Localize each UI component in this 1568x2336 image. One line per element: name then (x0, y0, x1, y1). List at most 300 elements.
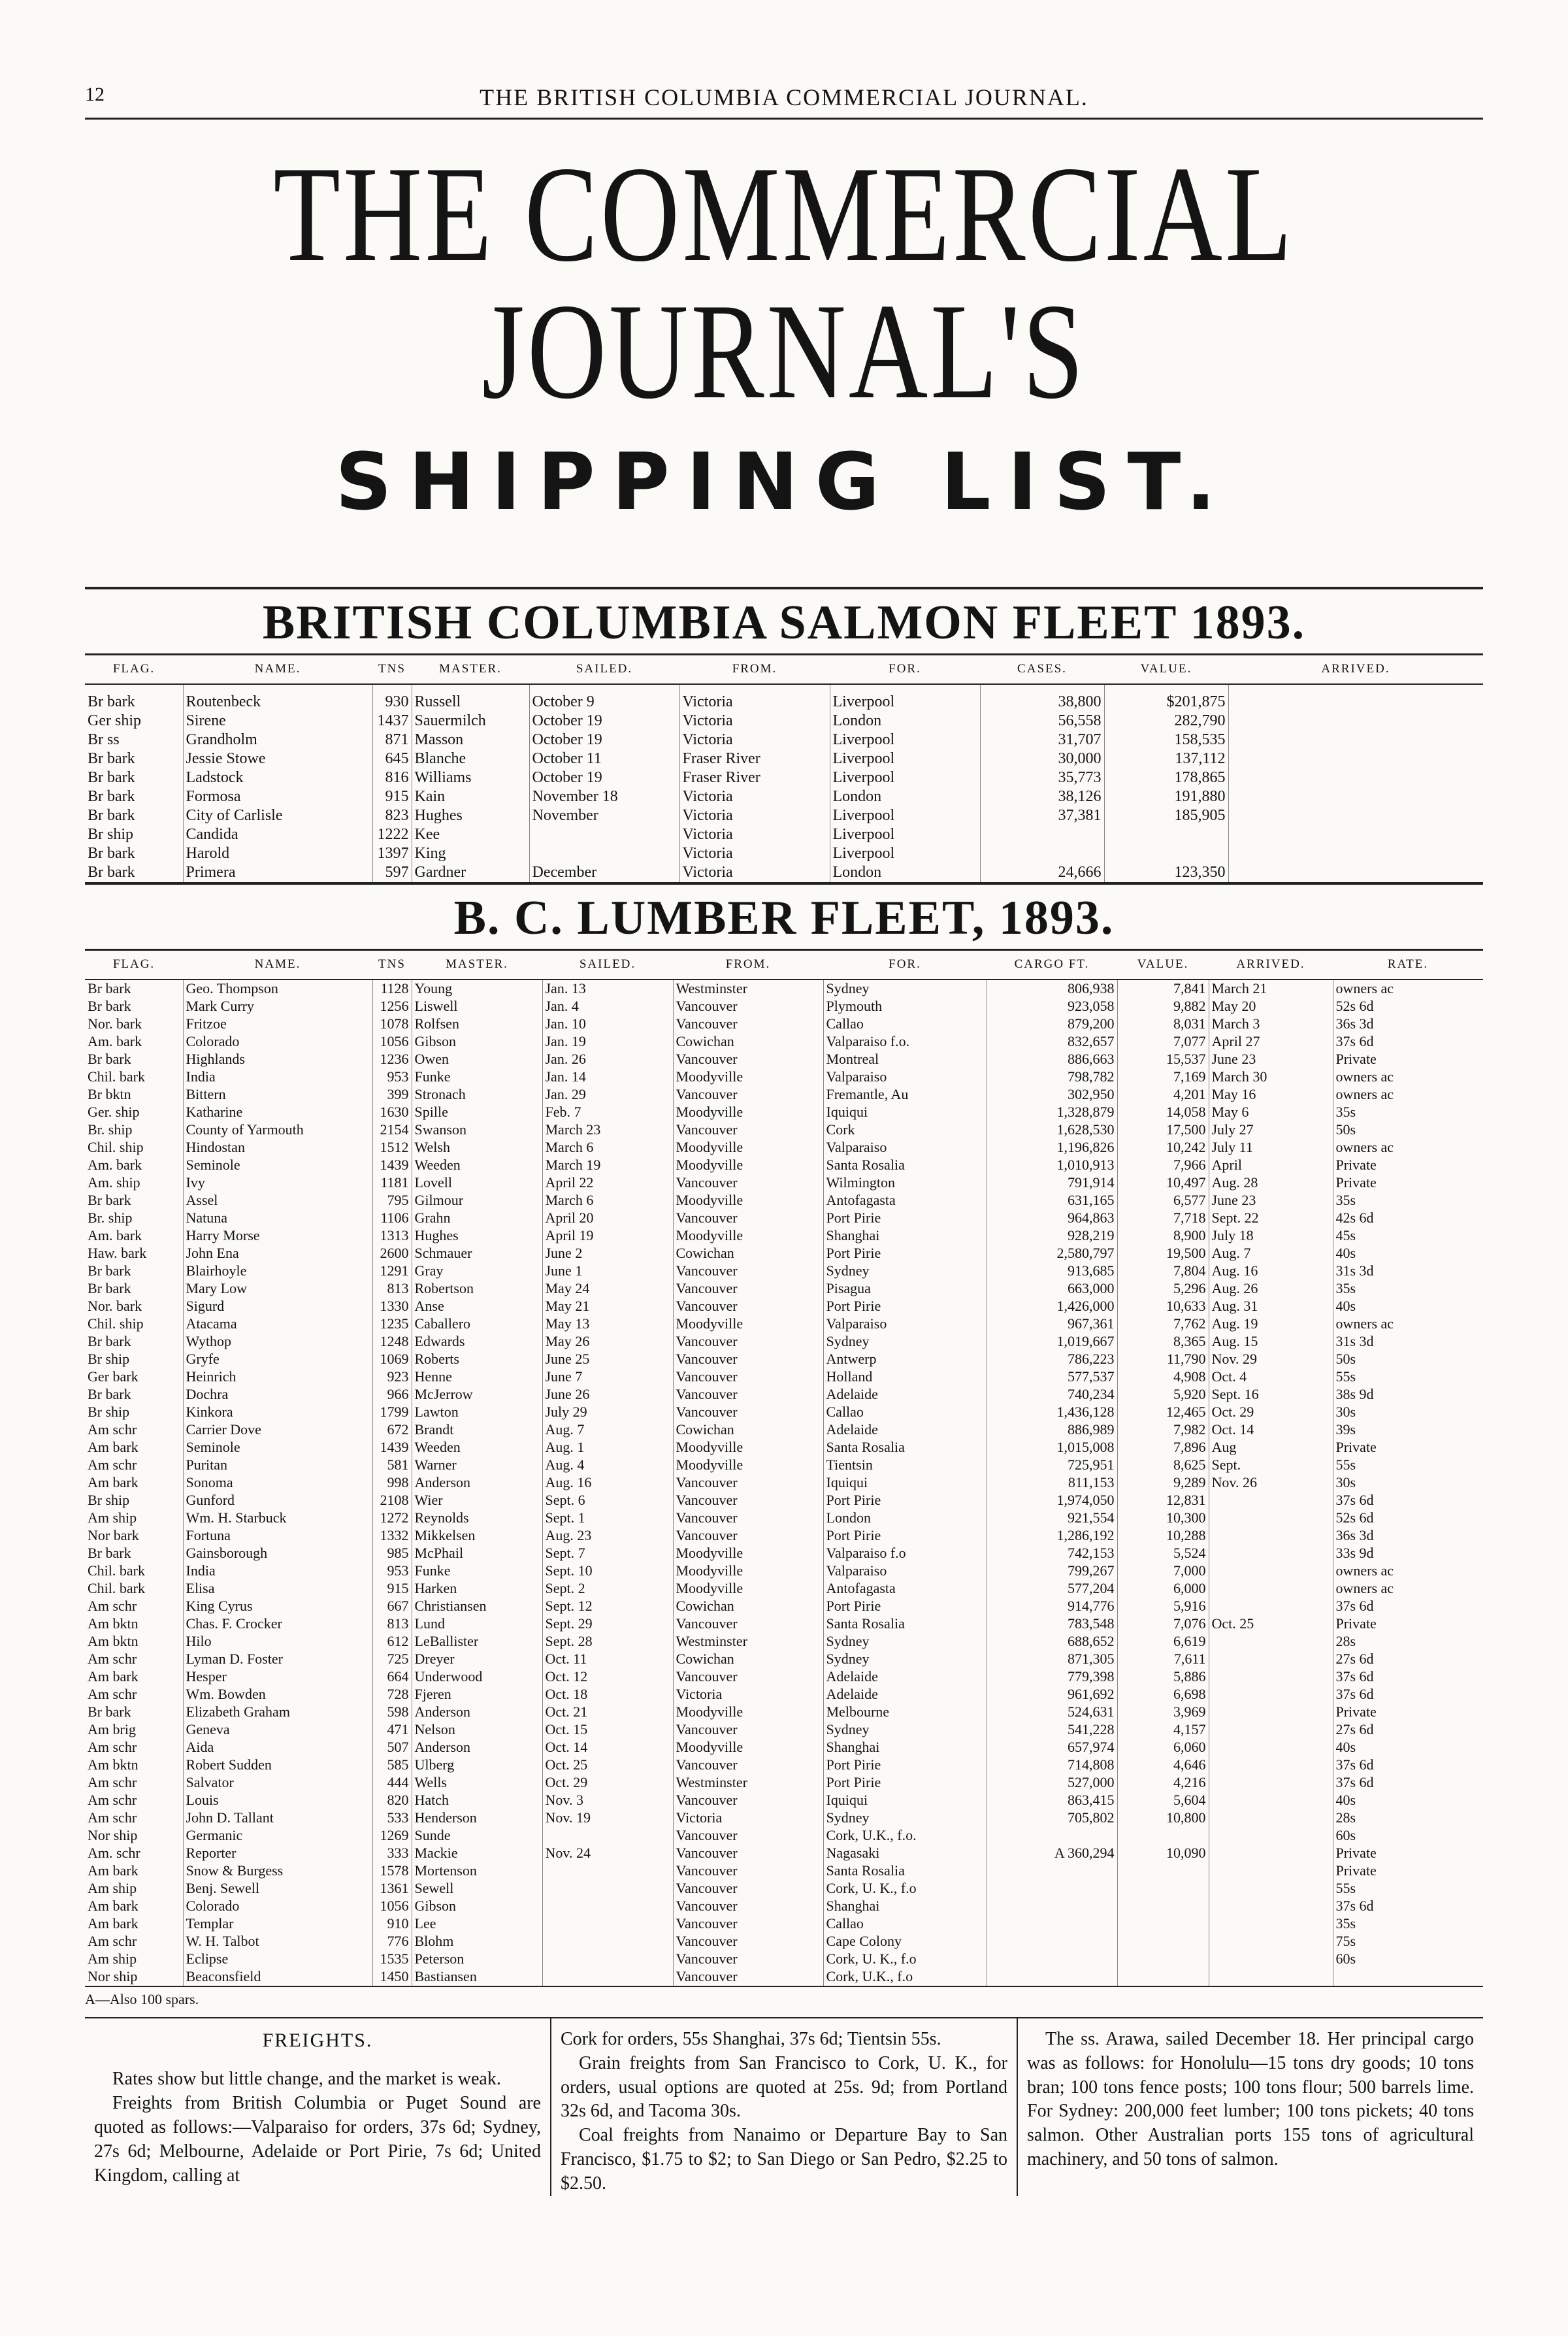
table-cell: 799,267 (987, 1562, 1117, 1580)
table-cell: 60s (1333, 1827, 1483, 1845)
table-row (85, 1015, 1483, 1033)
table-cell: W. H. Talbot (183, 1933, 372, 1950)
table-cell: Victoria (679, 825, 830, 844)
table-row (85, 1703, 1483, 1721)
table-cell: Cork, U.K., f.o (823, 1968, 987, 1986)
table-cell: 6,000 (1117, 1580, 1209, 1598)
table-cell: 1361 (372, 1880, 412, 1898)
table-cell: Sydney (823, 1633, 987, 1651)
table-row (85, 1756, 1483, 1774)
freights-paragraph: Cork for orders, 55s Shanghai, 37s 6d; Tientsin 55s. (561, 2028, 941, 2049)
table-cell: March 23 (542, 1121, 673, 1139)
table-cell: 795 (372, 1192, 412, 1209)
table-cell: 1439 (372, 1439, 412, 1456)
table-cell: London (830, 863, 980, 882)
table-cell: Natuna (183, 1209, 372, 1227)
table-cell: Br bark (88, 693, 135, 710)
table-cell: 921,554 (987, 1509, 1117, 1527)
table-cell: 585 (372, 1756, 412, 1774)
table-cell: Nor ship (88, 1967, 138, 1984)
table-cell: Sept. 22 (1209, 1209, 1333, 1227)
freights-paragraph: Grain freights from San Francisco to Cork, U. K., for orders, usual options are quoted at 25s. 9d; from Portland 32s 6d, and Tacoma 30s. (561, 2052, 1007, 2122)
table-cell: Br bark (88, 1262, 131, 1279)
table-cell: Liverpool (830, 731, 980, 749)
table-cell: April 19 (542, 1227, 673, 1245)
table-cell (1117, 1915, 1209, 1933)
table-cell: Vancouver (673, 1950, 823, 1968)
table-row (85, 1933, 1483, 1950)
table-cell: 966 (372, 1386, 412, 1404)
table-row (85, 1298, 1483, 1315)
table-row (85, 1368, 1483, 1386)
table-cell: 30s (1333, 1404, 1483, 1421)
table-cell: Am schr (88, 1421, 137, 1438)
table-cell: Oct. 14 (1209, 1421, 1333, 1439)
table-cell: Ulberg (412, 1756, 542, 1774)
table-cell: Mark Curry (183, 998, 372, 1015)
table-cell: Vancouver (673, 1333, 823, 1351)
table-cell: Am ship (88, 1879, 137, 1896)
table-cell (1333, 1968, 1483, 1986)
table-cell: 50s (1333, 1121, 1483, 1139)
table-cell: Nagasaki (823, 1845, 987, 1862)
table-cell: Aug. 16 (1209, 1262, 1333, 1280)
table-cell: Port Pirie (823, 1774, 987, 1792)
table-cell (980, 844, 1104, 863)
table-cell: Gainsborough (183, 1545, 372, 1562)
table-cell: Moodyville (673, 1439, 823, 1456)
table-cell: 786,223 (987, 1351, 1117, 1368)
table-cell: 863,415 (987, 1792, 1117, 1809)
table-cell: 2600 (372, 1245, 412, 1262)
table-cell: Fjeren (412, 1686, 542, 1703)
table-cell: 31,707 (980, 731, 1104, 749)
table-row (85, 1262, 1483, 1280)
table-cell: Sirene (183, 712, 372, 731)
table-cell: Callao (823, 1015, 987, 1033)
table-cell: owners ac (1333, 1086, 1483, 1104)
table-cell: Oct. 29 (542, 1774, 673, 1792)
table-cell: 35s (1333, 1104, 1483, 1121)
table-cell: 333 (372, 1845, 412, 1862)
table-row (85, 1721, 1483, 1739)
table-row (85, 1439, 1483, 1456)
table-cell: 1313 (372, 1227, 412, 1245)
table-cell: 688,652 (987, 1633, 1117, 1651)
shipping-list-title: SHIPPING LIST. (335, 437, 1233, 528)
lumber-footnote: A—Also 100 spars. (85, 1986, 1483, 2015)
table-cell: 1,286,192 (987, 1527, 1117, 1545)
table-cell: 37s 6d (1333, 1898, 1483, 1915)
table-cell: Brandt (412, 1421, 542, 1439)
table-cell: Fortuna (183, 1527, 372, 1545)
table-row (85, 1139, 1483, 1157)
table-cell (1209, 1845, 1333, 1862)
table-cell: Liverpool (830, 749, 980, 768)
table-cell: Private (1333, 1174, 1483, 1192)
table-row (85, 1915, 1483, 1933)
table-cell: Beaconsfield (183, 1968, 372, 1986)
table-cell: Vancouver (673, 1792, 823, 1809)
table-cell: 1512 (372, 1139, 412, 1157)
table-row (85, 1862, 1483, 1880)
table-cell: Owen (412, 1051, 542, 1068)
table-cell: 985 (372, 1545, 412, 1562)
table-cell: 577,537 (987, 1368, 1117, 1386)
table-cell: Am bark (88, 1438, 139, 1455)
table-cell: Lovell (412, 1174, 542, 1192)
table-cell: Valparaiso f.o. (823, 1033, 987, 1051)
table-cell: July 11 (1209, 1139, 1333, 1157)
table-cell: Oct. 4 (1209, 1368, 1333, 1386)
table-row (85, 1668, 1483, 1686)
table-cell: Vancouver (673, 1492, 823, 1509)
table-row (85, 844, 1483, 863)
table-cell: Elisa (183, 1580, 372, 1598)
table-cell: Port Pirie (823, 1527, 987, 1545)
table-cell (1228, 787, 1483, 806)
table-cell: Private (1333, 1845, 1483, 1862)
table-row (85, 1492, 1483, 1509)
table-cell: Am bark (88, 1668, 139, 1685)
table-cell: Underwood (412, 1668, 542, 1686)
salmon-fleet-table (85, 655, 1483, 882)
column-header: ARRIVED. (1228, 655, 1483, 684)
table-cell: Geo. Thompson (183, 979, 372, 998)
table-cell (1209, 1545, 1333, 1562)
table-cell: 7,762 (1117, 1315, 1209, 1333)
table-cell: 910 (372, 1915, 412, 1933)
table-cell: Aug (1209, 1439, 1333, 1456)
table-cell: Ivy (183, 1174, 372, 1192)
table-cell: Valparaiso (823, 1139, 987, 1157)
table-cell: 10,800 (1117, 1809, 1209, 1827)
table-cell: 742,153 (987, 1545, 1117, 1562)
table-cell: Br bark (88, 1385, 131, 1402)
table-cell: Callao (823, 1404, 987, 1421)
table-cell: Liverpool (830, 768, 980, 787)
table-cell: Jan. 29 (542, 1086, 673, 1104)
table-cell: Nor ship (88, 1826, 138, 1843)
table-cell: Highlands (183, 1051, 372, 1068)
table-cell: 37s 6d (1333, 1033, 1483, 1051)
table-cell: Sept. 6 (542, 1492, 673, 1509)
table-cell: 19,500 (1117, 1245, 1209, 1262)
table-cell: India (183, 1562, 372, 1580)
table-cell: 40s (1333, 1792, 1483, 1809)
table-cell: Am schr (88, 1650, 137, 1667)
table-cell: Chil. bark (88, 1068, 145, 1085)
table-cell (1209, 1880, 1333, 1898)
table-cell: Moodyville (673, 1580, 823, 1598)
table-cell: 1078 (372, 1015, 412, 1033)
table-cell: Victoria (679, 863, 830, 882)
table-cell: Cowichan (673, 1421, 823, 1439)
table-cell: Chil. bark (88, 1562, 145, 1579)
table-cell (1209, 1721, 1333, 1739)
table-cell: 663,000 (987, 1280, 1117, 1298)
table-row (85, 1509, 1483, 1527)
table-cell: Am bktn (88, 1615, 139, 1632)
table-cell: Ger bark (88, 1368, 139, 1385)
table-cell: Port Pirie (823, 1598, 987, 1615)
table-row (85, 1633, 1483, 1651)
table-cell: 1,328,879 (987, 1104, 1117, 1121)
table-cell (542, 1915, 673, 1933)
table-cell: 740,234 (987, 1386, 1117, 1404)
freights-section (85, 2017, 1483, 2197)
table-cell: October 11 (529, 749, 679, 768)
table-cell: Moodyville (673, 1192, 823, 1209)
table-cell: 967,361 (987, 1315, 1117, 1333)
table-cell: 820 (372, 1792, 412, 1809)
table-cell: Br. ship (88, 1209, 133, 1226)
table-cell (987, 1898, 1117, 1915)
table-cell: Br bark (88, 863, 135, 881)
table-cell: Vancouver (673, 1862, 823, 1880)
table-cell: Moodyville (673, 1315, 823, 1333)
table-cell: June 23 (1209, 1192, 1333, 1209)
table-cell: Am. schr (88, 1844, 140, 1861)
table-cell: Oct. 18 (542, 1686, 673, 1703)
table-cell: Am bktn (88, 1632, 139, 1649)
table-cell: November 18 (529, 787, 679, 806)
table-cell: Vancouver (673, 1668, 823, 1686)
table-cell: 6,577 (1117, 1192, 1209, 1209)
table-cell: Cowichan (673, 1598, 823, 1615)
table-cell: Wilmington (823, 1174, 987, 1192)
table-cell: 7,076 (1117, 1615, 1209, 1633)
table-cell: Jessie Stowe (183, 749, 372, 768)
table-cell: Vancouver (673, 1827, 823, 1845)
table-cell: Jan. 19 (542, 1033, 673, 1051)
table-cell: 1799 (372, 1404, 412, 1421)
table-cell: Funke (412, 1562, 542, 1580)
table-cell: Santa Rosalia (823, 1862, 987, 1880)
table-cell: Funke (412, 1068, 542, 1086)
table-cell (1209, 1809, 1333, 1827)
column-header: FOR. (830, 655, 980, 684)
table-cell (1117, 1880, 1209, 1898)
table-cell: May 26 (542, 1333, 673, 1351)
table-cell (1209, 1580, 1333, 1598)
table-cell: 60s (1333, 1950, 1483, 1968)
table-cell: Private (1333, 1439, 1483, 1456)
table-cell: Br bark (88, 806, 135, 824)
lumber-header-row (85, 951, 1483, 979)
table-cell: 7,169 (1117, 1068, 1209, 1086)
table-cell: Gibson (412, 1898, 542, 1915)
table-cell: 7,804 (1117, 1262, 1209, 1280)
table-cell: Sept. 12 (542, 1598, 673, 1615)
table-cell: 3,969 (1117, 1703, 1209, 1721)
table-cell: 2108 (372, 1492, 412, 1509)
table-cell: 10,242 (1117, 1139, 1209, 1157)
table-cell: Chil. ship (88, 1315, 144, 1332)
table-cell: 1330 (372, 1298, 412, 1315)
table-cell: Sigurd (183, 1298, 372, 1315)
salmon-header-row (85, 655, 1483, 684)
table-cell: Liverpool (830, 684, 980, 712)
table-cell (529, 844, 679, 863)
table-cell: 541,228 (987, 1721, 1117, 1739)
table-cell: 1256 (372, 998, 412, 1015)
table-cell: Victoria (673, 1809, 823, 1827)
table-cell: Roberts (412, 1351, 542, 1368)
table-cell (1209, 1651, 1333, 1668)
table-cell: Fraser River (679, 768, 830, 787)
table-cell (1209, 1756, 1333, 1774)
column-header: FLAG. (85, 951, 183, 979)
table-cell: 185,905 (1104, 806, 1228, 825)
table-cell: 7,611 (1117, 1651, 1209, 1668)
table-cell: Liverpool (830, 825, 980, 844)
table-cell: Fremantle, Au (823, 1086, 987, 1104)
freights-paragraph: Rates show but little change, and the market is weak. (112, 2069, 501, 2090)
table-cell: Antwerp (823, 1351, 987, 1368)
table-cell: 4,216 (1117, 1774, 1209, 1792)
freights-heading: FREIGHTS. (262, 2029, 373, 2051)
freights-paragraph: Coal freights from Nanaimo or Departure Bay to San Francisco, $1.75 to $2; to San Diego or San Pedro, $2.25 to $2.50. (561, 2125, 1007, 2194)
table-cell: Hesper (183, 1668, 372, 1686)
table-cell: Colorado (183, 1033, 372, 1051)
table-row (85, 1386, 1483, 1404)
table-cell (1209, 1598, 1333, 1615)
table-cell: 8,625 (1117, 1456, 1209, 1474)
table-cell: Louis (183, 1792, 372, 1809)
table-cell (1228, 806, 1483, 825)
table-row (85, 1315, 1483, 1333)
column-header: CARGO FT. (987, 951, 1117, 979)
table-cell: 8,031 (1117, 1015, 1209, 1033)
table-cell: 30s (1333, 1474, 1483, 1492)
table-cell: March 6 (542, 1139, 673, 1157)
table-cell (1209, 1968, 1333, 1986)
table-cell: 302,950 (987, 1086, 1117, 1104)
table-cell: Snow & Burgess (183, 1862, 372, 1880)
table-cell: Gardner (412, 863, 529, 882)
table-cell: 35s (1333, 1280, 1483, 1298)
table-cell: 282,790 (1104, 712, 1228, 731)
table-cell: 923 (372, 1368, 412, 1386)
table-cell: 17,500 (1117, 1121, 1209, 1139)
table-cell: May 20 (1209, 998, 1333, 1015)
table-cell (1209, 1898, 1333, 1915)
table-cell: Hughes (412, 806, 529, 825)
table-cell: 50s (1333, 1351, 1483, 1368)
table-cell: Nor. bark (88, 1297, 142, 1314)
table-cell: Spille (412, 1104, 542, 1121)
table-row (85, 1950, 1483, 1968)
table-cell: Hindostan (183, 1139, 372, 1157)
table-cell: Sauermilch (412, 712, 529, 731)
table-cell: Ger. ship (88, 1103, 140, 1120)
table-cell: King Cyrus (183, 1598, 372, 1615)
table-cell: Gray (412, 1262, 542, 1280)
table-cell: Victoria (673, 1686, 823, 1703)
table-cell (542, 1898, 673, 1915)
table-cell: November (529, 806, 679, 825)
table-cell: Vancouver (673, 1756, 823, 1774)
table-cell: Christiansen (412, 1598, 542, 1615)
table-cell: Am. bark (88, 1156, 142, 1173)
table-cell: 871,305 (987, 1651, 1117, 1668)
table-row (85, 825, 1483, 844)
table-cell (1228, 749, 1483, 768)
table-cell: McJerrow (412, 1386, 542, 1404)
table-cell: Grandholm (183, 731, 372, 749)
table-cell: 137,112 (1104, 749, 1228, 768)
table-row (85, 684, 1483, 712)
table-cell: May 24 (542, 1280, 673, 1298)
table-cell: 1630 (372, 1104, 412, 1121)
table-cell: Santa Rosalia (823, 1157, 987, 1174)
table-cell: Sept. 7 (542, 1545, 673, 1562)
table-cell: Anderson (412, 1703, 542, 1721)
table-cell: 55s (1333, 1368, 1483, 1386)
table-cell: Peterson (412, 1950, 542, 1968)
table-cell: Dochra (183, 1386, 372, 1404)
table-cell: 37s 6d (1333, 1492, 1483, 1509)
table-cell: Br bark (88, 787, 135, 805)
table-cell: Henderson (412, 1809, 542, 1827)
table-cell: Melbourne (823, 1703, 987, 1721)
table-cell: April 27 (1209, 1033, 1333, 1051)
table-cell: June 25 (542, 1351, 673, 1368)
table-cell: 577,204 (987, 1580, 1117, 1598)
table-cell (1209, 1739, 1333, 1756)
table-row (85, 1686, 1483, 1703)
table-cell: Br bark (88, 1544, 131, 1561)
table-cell: Br bark (88, 1050, 131, 1067)
lumber-table-body (85, 979, 1483, 1986)
table-cell: Victoria (679, 731, 830, 749)
table-cell: Seminole (183, 1439, 372, 1456)
table-cell: Am ship (88, 1509, 137, 1526)
table-cell: Henne (412, 1368, 542, 1386)
table-cell: Stronach (412, 1086, 542, 1104)
table-cell: Victoria (679, 712, 830, 731)
table-cell: Nelson (412, 1721, 542, 1739)
table-cell: Am. bark (88, 1032, 142, 1049)
table-cell: March 19 (542, 1157, 673, 1174)
table-cell: Jan. 13 (542, 979, 673, 998)
table-cell: 7,077 (1117, 1033, 1209, 1051)
table-cell: 6,060 (1117, 1739, 1209, 1756)
table-cell: March 30 (1209, 1068, 1333, 1086)
table-cell: Private (1333, 1157, 1483, 1174)
table-cell: 1106 (372, 1209, 412, 1227)
table-cell: John D. Tallant (183, 1809, 372, 1827)
table-cell: Geneva (183, 1721, 372, 1739)
table-cell: Liverpool (830, 806, 980, 825)
table-cell (1104, 844, 1228, 863)
table-cell: 14,058 (1117, 1104, 1209, 1121)
table-row (85, 863, 1483, 882)
table-cell: Mikkelsen (412, 1527, 542, 1545)
table-cell: 1578 (372, 1862, 412, 1880)
table-cell: 52s 6d (1333, 998, 1483, 1015)
table-cell: October 19 (529, 768, 679, 787)
table-cell: Aug. 1 (542, 1439, 673, 1456)
table-cell: Aug. 23 (542, 1527, 673, 1545)
table-cell: Vancouver (673, 1015, 823, 1033)
table-cell (1117, 1933, 1209, 1950)
table-cell: 56,558 (980, 712, 1104, 731)
table-cell: Am schr (88, 1685, 137, 1702)
table-cell: owners ac (1333, 1562, 1483, 1580)
table-cell: 631,165 (987, 1192, 1117, 1209)
